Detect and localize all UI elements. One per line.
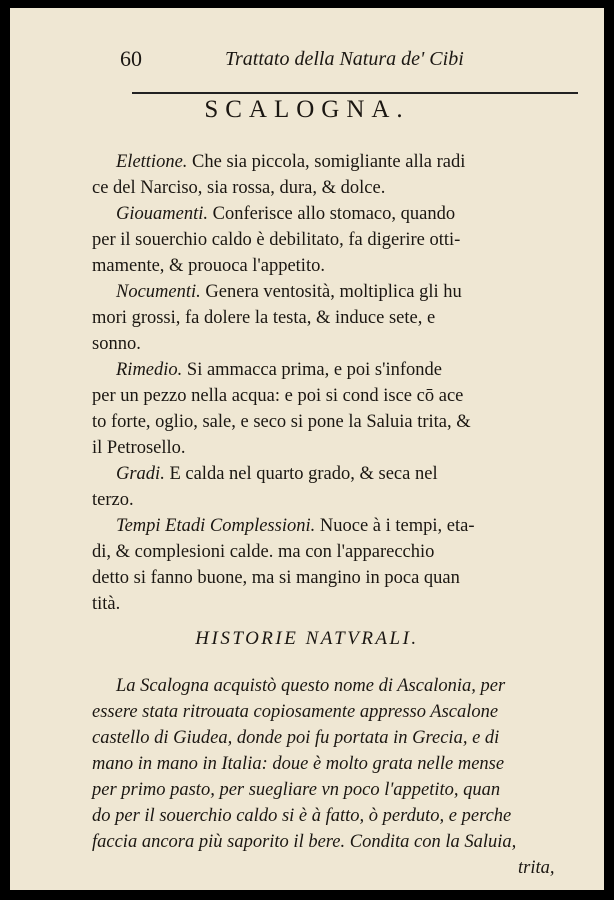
entry-line [116, 152, 465, 173]
entry-line [116, 204, 455, 225]
page-number: 60 [120, 46, 142, 71]
entry-line [116, 464, 438, 485]
history-line: faccia ancora più saporito il bere. Condita con la Saluia, [92, 832, 517, 852]
subsection-title: HISTORIE NATVRALI. [195, 628, 419, 649]
page-header [120, 46, 600, 76]
entry-text: Si ammacca prima, e poi s'infonde [186, 360, 442, 380]
entry-text: Conferisce allo stomaco, quando [212, 204, 456, 224]
entry-label: Tempi Etadi Complessioni. [116, 516, 316, 536]
running-title: Trattato della Natura de' Cibi [225, 48, 464, 70]
history-line: essere stata ritrouata copiosamente appresso Ascalone [92, 702, 499, 722]
history-line: per primo pasto, per suegliare vn poco l'appetito, quan [92, 780, 501, 800]
entry-text: Che sia piccola, somigliante alla radi [192, 152, 466, 172]
history-line: La Scalogna acquistò questo nome di Ascalonia, per [116, 676, 506, 696]
entry-label: Elettione. [116, 152, 188, 172]
entry-label: Gradi. [116, 464, 165, 484]
catchword: trita, [518, 858, 555, 878]
entry-line: to forte, oglio, sale, e seco si pone la Saluia trita, & [92, 412, 471, 432]
entry-line: tità. [92, 594, 121, 614]
entry-line: per il souerchio caldo è debilitato, fa digerire otti- [92, 230, 461, 250]
entry-label: Giouamenti. [116, 204, 208, 224]
history-line: castello di Giudea, donde poi fu portata in Grecia, e di [92, 728, 500, 748]
entry-text: E calda nel quarto grado, & seca nel [169, 464, 438, 484]
entry-line: detto si fanno buone, ma si mangino in poca quan [92, 568, 460, 588]
entry-line: il Petrosello. [92, 438, 186, 458]
entry-line: per un pezzo nella acqua: e poi si cond isce cō ace [92, 386, 464, 406]
book-page [10, 8, 604, 890]
entry-line [116, 360, 442, 381]
history-line: mano in mano in Italia: doue è molto grata nelle mense [92, 754, 505, 774]
entry-text: Nuoce à i tempi, eta- [319, 516, 475, 536]
entry-text: Genera ventosità, moltiplica gli hu [205, 282, 462, 302]
entry-line: di, & complesioni calde. ma con l'apparecchio [92, 542, 435, 562]
entry-label: Rimedio. [116, 360, 183, 380]
header-rule [132, 92, 578, 94]
entry-line: ce del Narciso, sia rossa, dura, & dolce. [92, 178, 386, 198]
section-title: SCALOGNA. [204, 96, 410, 123]
entry-label: Nocumenti. [116, 282, 201, 302]
history-line: do per il souerchio caldo si è à fatto, ò perduto, e perche [92, 806, 512, 826]
entry-line: terzo. [92, 490, 134, 510]
entry-line [116, 282, 462, 303]
entry-line [116, 516, 475, 537]
entry-line: sonno. [92, 334, 141, 354]
entry-line: mori grossi, fa dolere la testa, & induce sete, e [92, 308, 436, 328]
entry-line: mamente, & prouoca l'appetito. [92, 256, 325, 276]
